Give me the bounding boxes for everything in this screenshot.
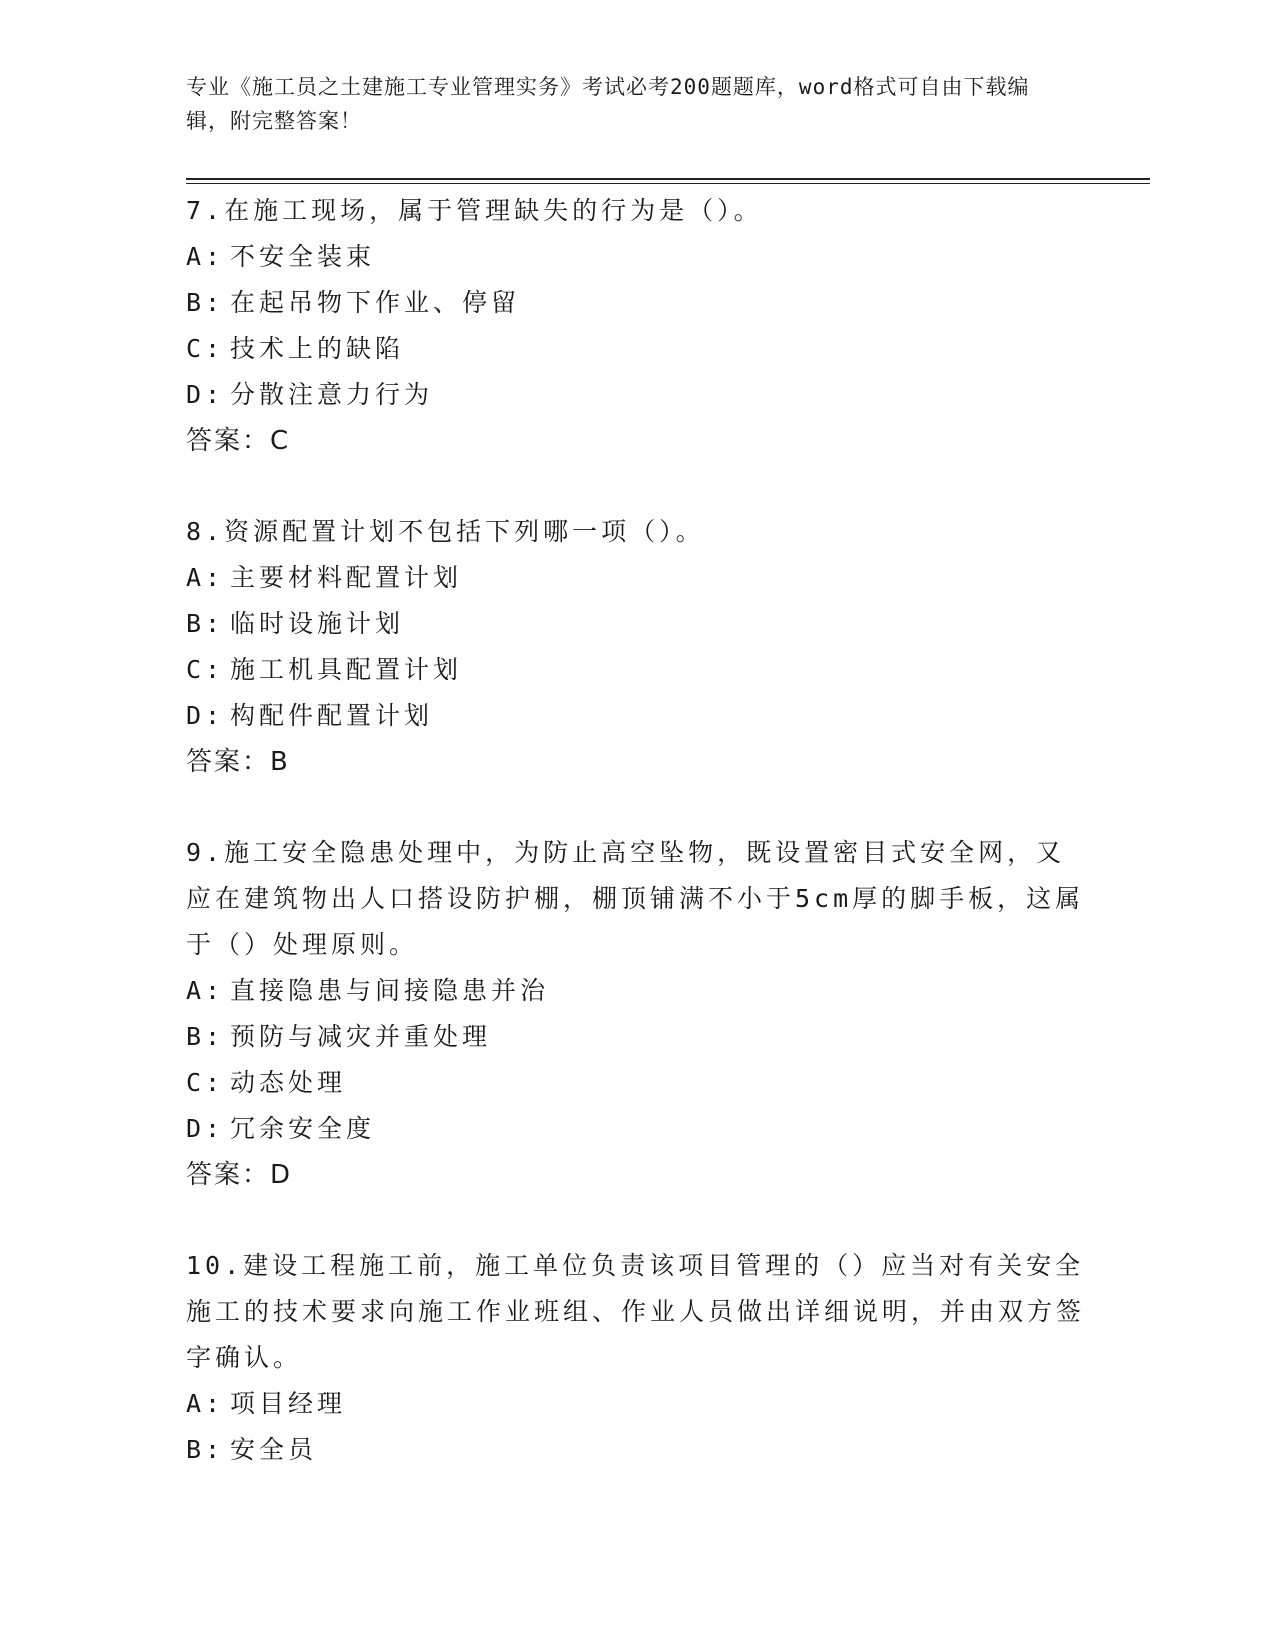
option-letter: B: <box>186 1435 225 1464</box>
option-text: 在起吊物下作业、停留 <box>230 288 521 317</box>
option-text: 临时设施计划 <box>230 609 405 638</box>
question-stem: 8.资源配置计划不包括下列哪一项（）。 <box>186 517 705 546</box>
option-text: 项目经理 <box>230 1389 347 1418</box>
option-c <box>186 326 1086 372</box>
option-text: 主要材料配置计划 <box>230 563 463 592</box>
option-d <box>186 693 1086 739</box>
option-b <box>186 280 1086 326</box>
header-rule-thick <box>186 178 1150 180</box>
option-a <box>186 1381 1086 1427</box>
option-letter: D: <box>186 701 225 730</box>
option-b <box>186 601 1086 647</box>
question-stem: 9.施工安全隐患处理中，为防止高空坠物，既设置密目式安全网，又应在建筑物出人口搭设防护棚，棚顶铺满不小于5cm厚的脚手板，这属于（）处理原则。 <box>186 838 1085 959</box>
question-stem: 10.建设工程施工前，施工单位负责该项目管理的（）应当对有关安全施工的技术要求向施工作业班组、作业人员做出详细说明，并由双方签字确认。 <box>186 1251 1086 1372</box>
question-9 <box>186 830 1086 1198</box>
option-letter: C: <box>186 655 225 684</box>
option-text: 不安全装束 <box>230 242 376 271</box>
option-text: 安全员 <box>230 1435 318 1464</box>
option-letter: D: <box>186 380 225 409</box>
option-letter: A: <box>186 563 225 592</box>
question-8 <box>186 509 1086 785</box>
option-text: 冗余安全度 <box>230 1114 376 1143</box>
option-a <box>186 555 1086 601</box>
option-letter: C: <box>186 1068 225 1097</box>
option-letter: A: <box>186 242 225 271</box>
option-text: 技术上的缺陷 <box>230 334 405 363</box>
question-10 <box>186 1243 1086 1473</box>
option-text: 构配件配置计划 <box>230 701 434 730</box>
option-d <box>186 1106 1086 1152</box>
question-7 <box>186 188 1086 464</box>
header-rule-thin <box>186 183 1150 184</box>
option-letter: B: <box>186 1022 225 1051</box>
option-text: 预防与减灾并重处理 <box>230 1022 492 1051</box>
option-a <box>186 968 1086 1014</box>
question-list <box>186 188 1086 1518</box>
document-header: 专业《施工员之土建施工专业管理实务》考试必考200题题库，word格式可自由下载编辑，附完整答案！ <box>186 75 1030 133</box>
option-letter: B: <box>186 609 225 638</box>
option-text: 施工机具配置计划 <box>230 655 463 684</box>
option-text: 直接隐患与间接隐患并治 <box>230 976 550 1005</box>
option-b <box>186 1014 1086 1060</box>
option-b <box>186 1427 1086 1473</box>
answer-line: 答案：B <box>186 747 290 777</box>
option-d <box>186 372 1086 418</box>
answer-line: 答案：C <box>186 426 291 456</box>
option-letter: B: <box>186 288 225 317</box>
question-stem: 7.在施工现场，属于管理缺失的行为是（）。 <box>186 196 763 225</box>
option-a <box>186 234 1086 280</box>
option-letter: A: <box>186 976 225 1005</box>
answer-line: 答案：D <box>186 1160 293 1190</box>
option-letter: A: <box>186 1389 225 1418</box>
option-c <box>186 647 1086 693</box>
option-text: 动态处理 <box>230 1068 347 1097</box>
option-letter: C: <box>186 334 225 363</box>
option-letter: D: <box>186 1114 225 1143</box>
option-c <box>186 1060 1086 1106</box>
option-text: 分散注意力行为 <box>230 380 434 409</box>
